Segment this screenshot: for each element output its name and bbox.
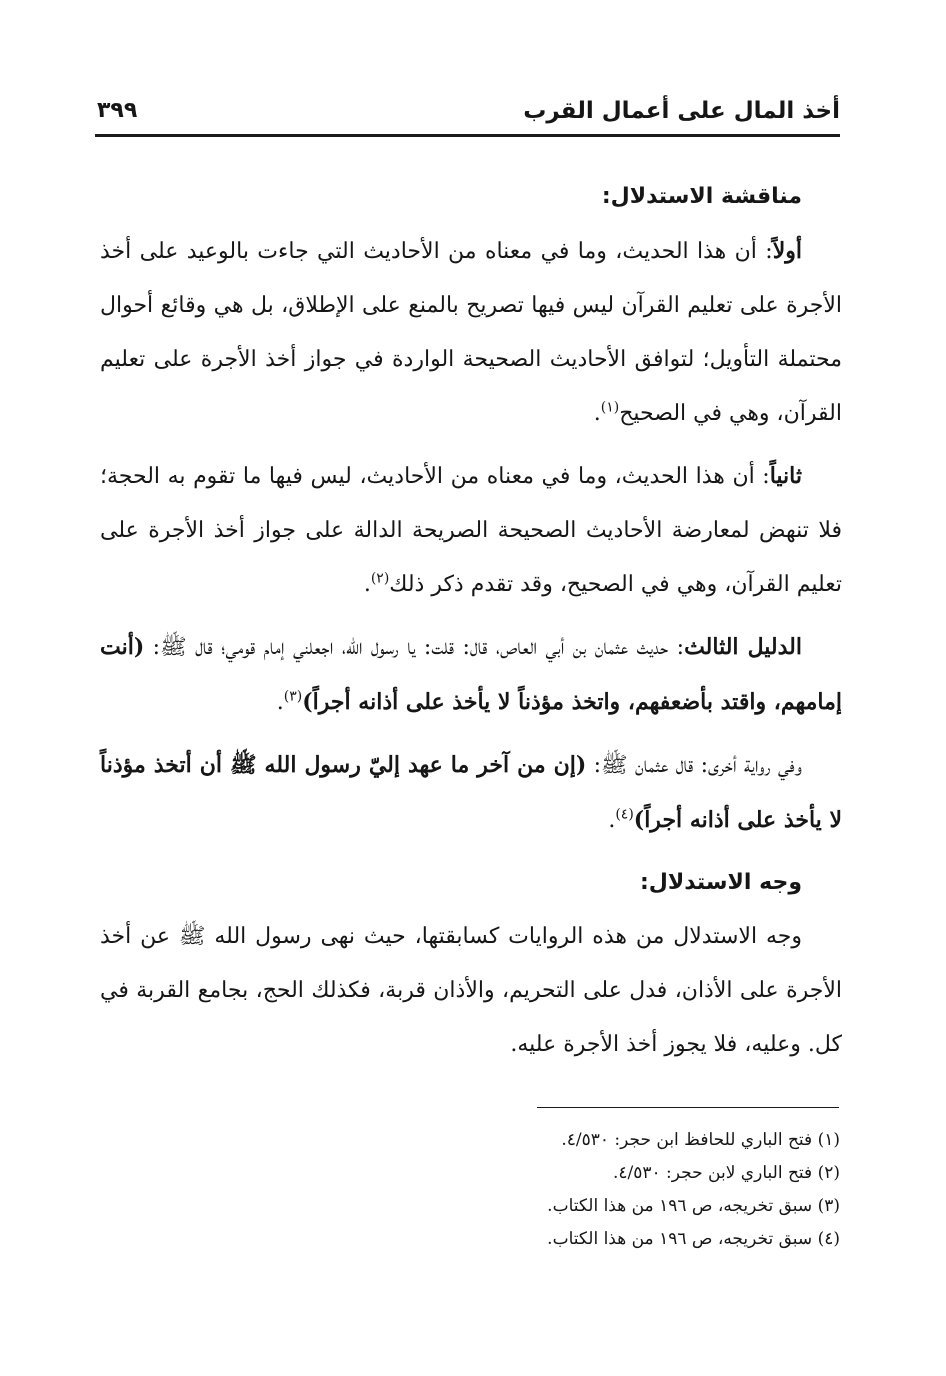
paragraph-end: .	[363, 572, 371, 597]
main-text	[100, 170, 842, 1080]
footnotes	[420, 1124, 840, 1256]
paragraph-end: .	[608, 808, 616, 833]
paragraph-first-point	[100, 224, 842, 441]
footnote-1: (١) فتح الباري للحافظ ابن حجر: ٤/٥٣٠.	[561, 1130, 840, 1150]
running-title: أخذ المال على أعمال القرب	[523, 98, 840, 124]
footnote-separator	[537, 1107, 839, 1108]
footnote-reference[interactable]: (٣)	[283, 688, 303, 705]
footnote-2: (٢) فتح الباري لابن حجر: ٤/٥٣٠.	[612, 1163, 840, 1183]
paragraph-end: .	[593, 401, 601, 426]
hadith-quote: (إن من آخر ما عهد إليّ رسول الله ﷺ أن أتخذ مؤذناً لا يأخذ على أذانه أجراً)	[100, 752, 842, 833]
paragraph-end: .	[276, 690, 284, 715]
paragraph-text: : حديث عثمان بن أبي العاص، قال: قلت: يا رسول الله، اجعلني إمام قومي؛ قال ﷺ:	[144, 635, 685, 660]
footnote-3: (٣) سبق تخريجه، ص ١٩٦ من هذا الكتاب.	[547, 1196, 840, 1216]
footnote-4: (٤) سبق تخريجه، ص ١٩٦ من هذا الكتاب.	[547, 1229, 840, 1249]
paragraph-text: : أن هذا الحديث، وما في معناه من الأحاديث، ليس فيها ما تقوم به الحجة؛ فلا تنهض لمعارضة الأحاديث الصحيحة الصريحة الدالة على جواز أخذ الأجرة على تعليم القرآن، وهي في الصحيح، وقد تقدم ذكر ذلك	[100, 464, 842, 597]
paragraph-second-point	[100, 449, 842, 612]
section-heading-inference: وجه الاستدلال:	[639, 870, 802, 895]
paragraph-lead: ثانياً	[769, 463, 802, 489]
paragraph-other-narration	[100, 738, 842, 848]
paragraph-lead: الدليل الثالث	[684, 634, 802, 660]
section-heading-discussion: مناقشة الاستدلال:	[601, 184, 802, 209]
running-header	[95, 86, 840, 137]
footnote-reference[interactable]: (٢)	[370, 570, 390, 587]
page-number: ٣٩٩	[97, 98, 138, 123]
footnote-reference[interactable]: (١)	[600, 399, 620, 416]
paragraph-text: : أن هذا الحديث، وما في معناه من الأحاديث التي جاءت بالوعيد على أخذ الأجرة على تعليم القرآن ليس فيها تصريح بالمنع على الإطلاق، بل هي وقائع أحوال محتملة التأويل؛ لتوافق الأحاديث الصحيحة الواردة في جواز أخذ الأجرة على تعليم القرآن، وهي في الصحيح	[100, 239, 842, 426]
hadith-quote: (أنت إمامهم، واقتد بأضعفهم، واتخذ مؤذناً لا يأخذ على أذانه أجراً)	[100, 634, 842, 715]
paragraph-inference: وجه الاستدلال من هذه الروايات كسابقتها، حيث نهى رسول الله ﷺ عن أخذ الأجرة على الأذان، فدل على التحريم، والأذان قربة، فكذلك الحج، بجامع القربة في كل. وعليه، فلا يجوز أخذ الأجرة عليه.	[100, 924, 842, 1057]
footnote-reference[interactable]: (٤)	[615, 806, 634, 823]
paragraph-third-evidence	[100, 620, 842, 730]
paragraph-text: وفي رواية أخرى: قال عثمان ﷺ:	[586, 753, 802, 778]
paragraph-lead: أولاً	[772, 238, 802, 264]
